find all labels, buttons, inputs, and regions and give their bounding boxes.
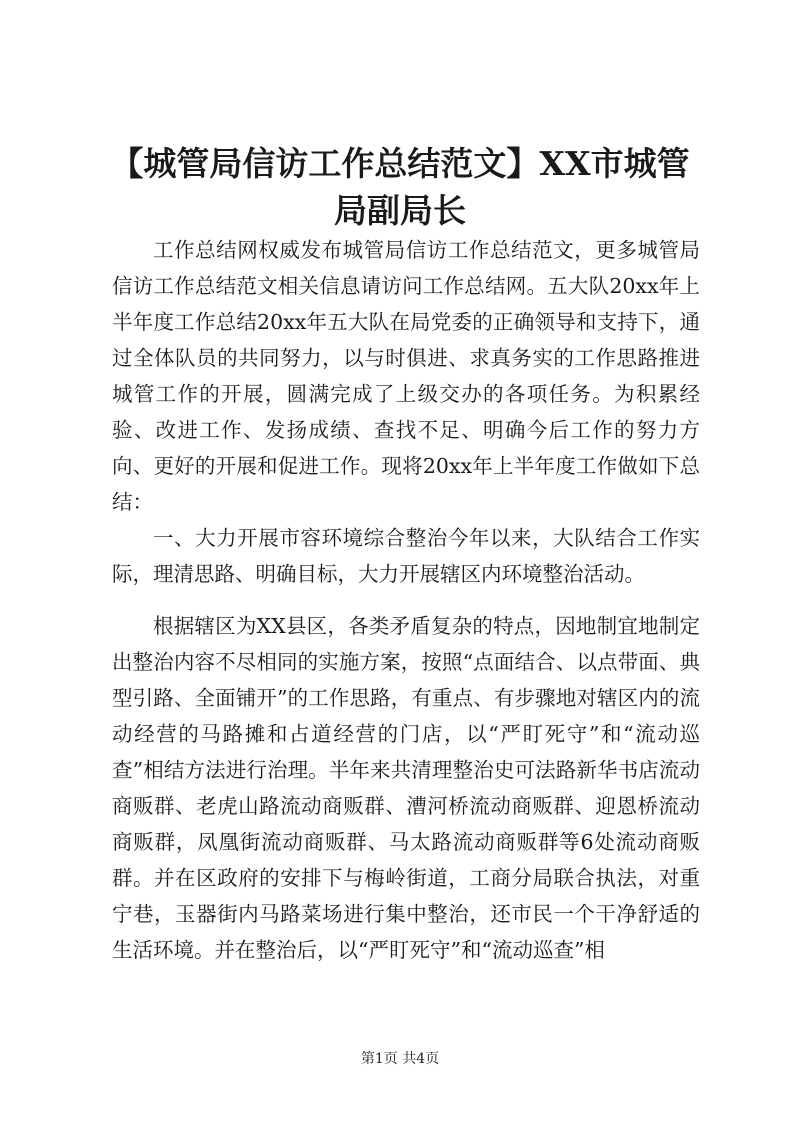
document-body — [112, 232, 700, 968]
document-title: 【城管局信访工作总结范文】XX市城管局副局长 — [110, 144, 690, 230]
paragraph-details: 根据辖区为XX县区，各类矛盾复杂的特点，因地制宜地制定出整治内容不尽相同的实施方案，按照“点面结合、以点带面、典型引路、全面铺开”的工作思路，有重点、有步骤地对辖区内的流动经营的马路摊和占道经营的门店，以“严盯死守”和“流动巡查”相结方法进行治理。半年来共清理整治史可法路新华书店流动商贩群、老虎山路流动商贩群、漕河桥流动商贩群、迎恩桥流动商贩群，凤凰街流动商贩群、马太路流动商贩群等6处流动商贩群。并在区政府的安排下与梅岭街道，工商分局联合执法，对重宁巷，玉器街内马路菜场进行集中整治，还市民一个干净舒适的生活环境。并在整治后，以“严盯死守”和“流动巡查”相 — [112, 614, 700, 962]
page-footer: 第1页 共4页 — [360, 1051, 440, 1067]
paragraph-intro: 工作总结网权威发布城管局信访工作总结范文，更多城管局信访工作总结范文相关信息请访问工作总结网。五大队20xx年上半年度工作总结20xx年五大队在局党委的正确领导和支持下，通过全体队员的共同努力，以与时俱进、求真务实的工作思路推进城管工作的开展，圆满完成了上级交办的各项任务。为积累经验、改进工作、发扬成绩、查找不足、明确今后工作的努力方向、更好的开展和促进工作。现将20xx年上半年度工作做如下总结： — [112, 238, 700, 514]
paragraph-section-one: 一、大力开展市容环境综合整治今年以来，大队结合工作实际，理清思路、明确目标，大力开展辖区内环境整治活动。 — [112, 526, 700, 586]
